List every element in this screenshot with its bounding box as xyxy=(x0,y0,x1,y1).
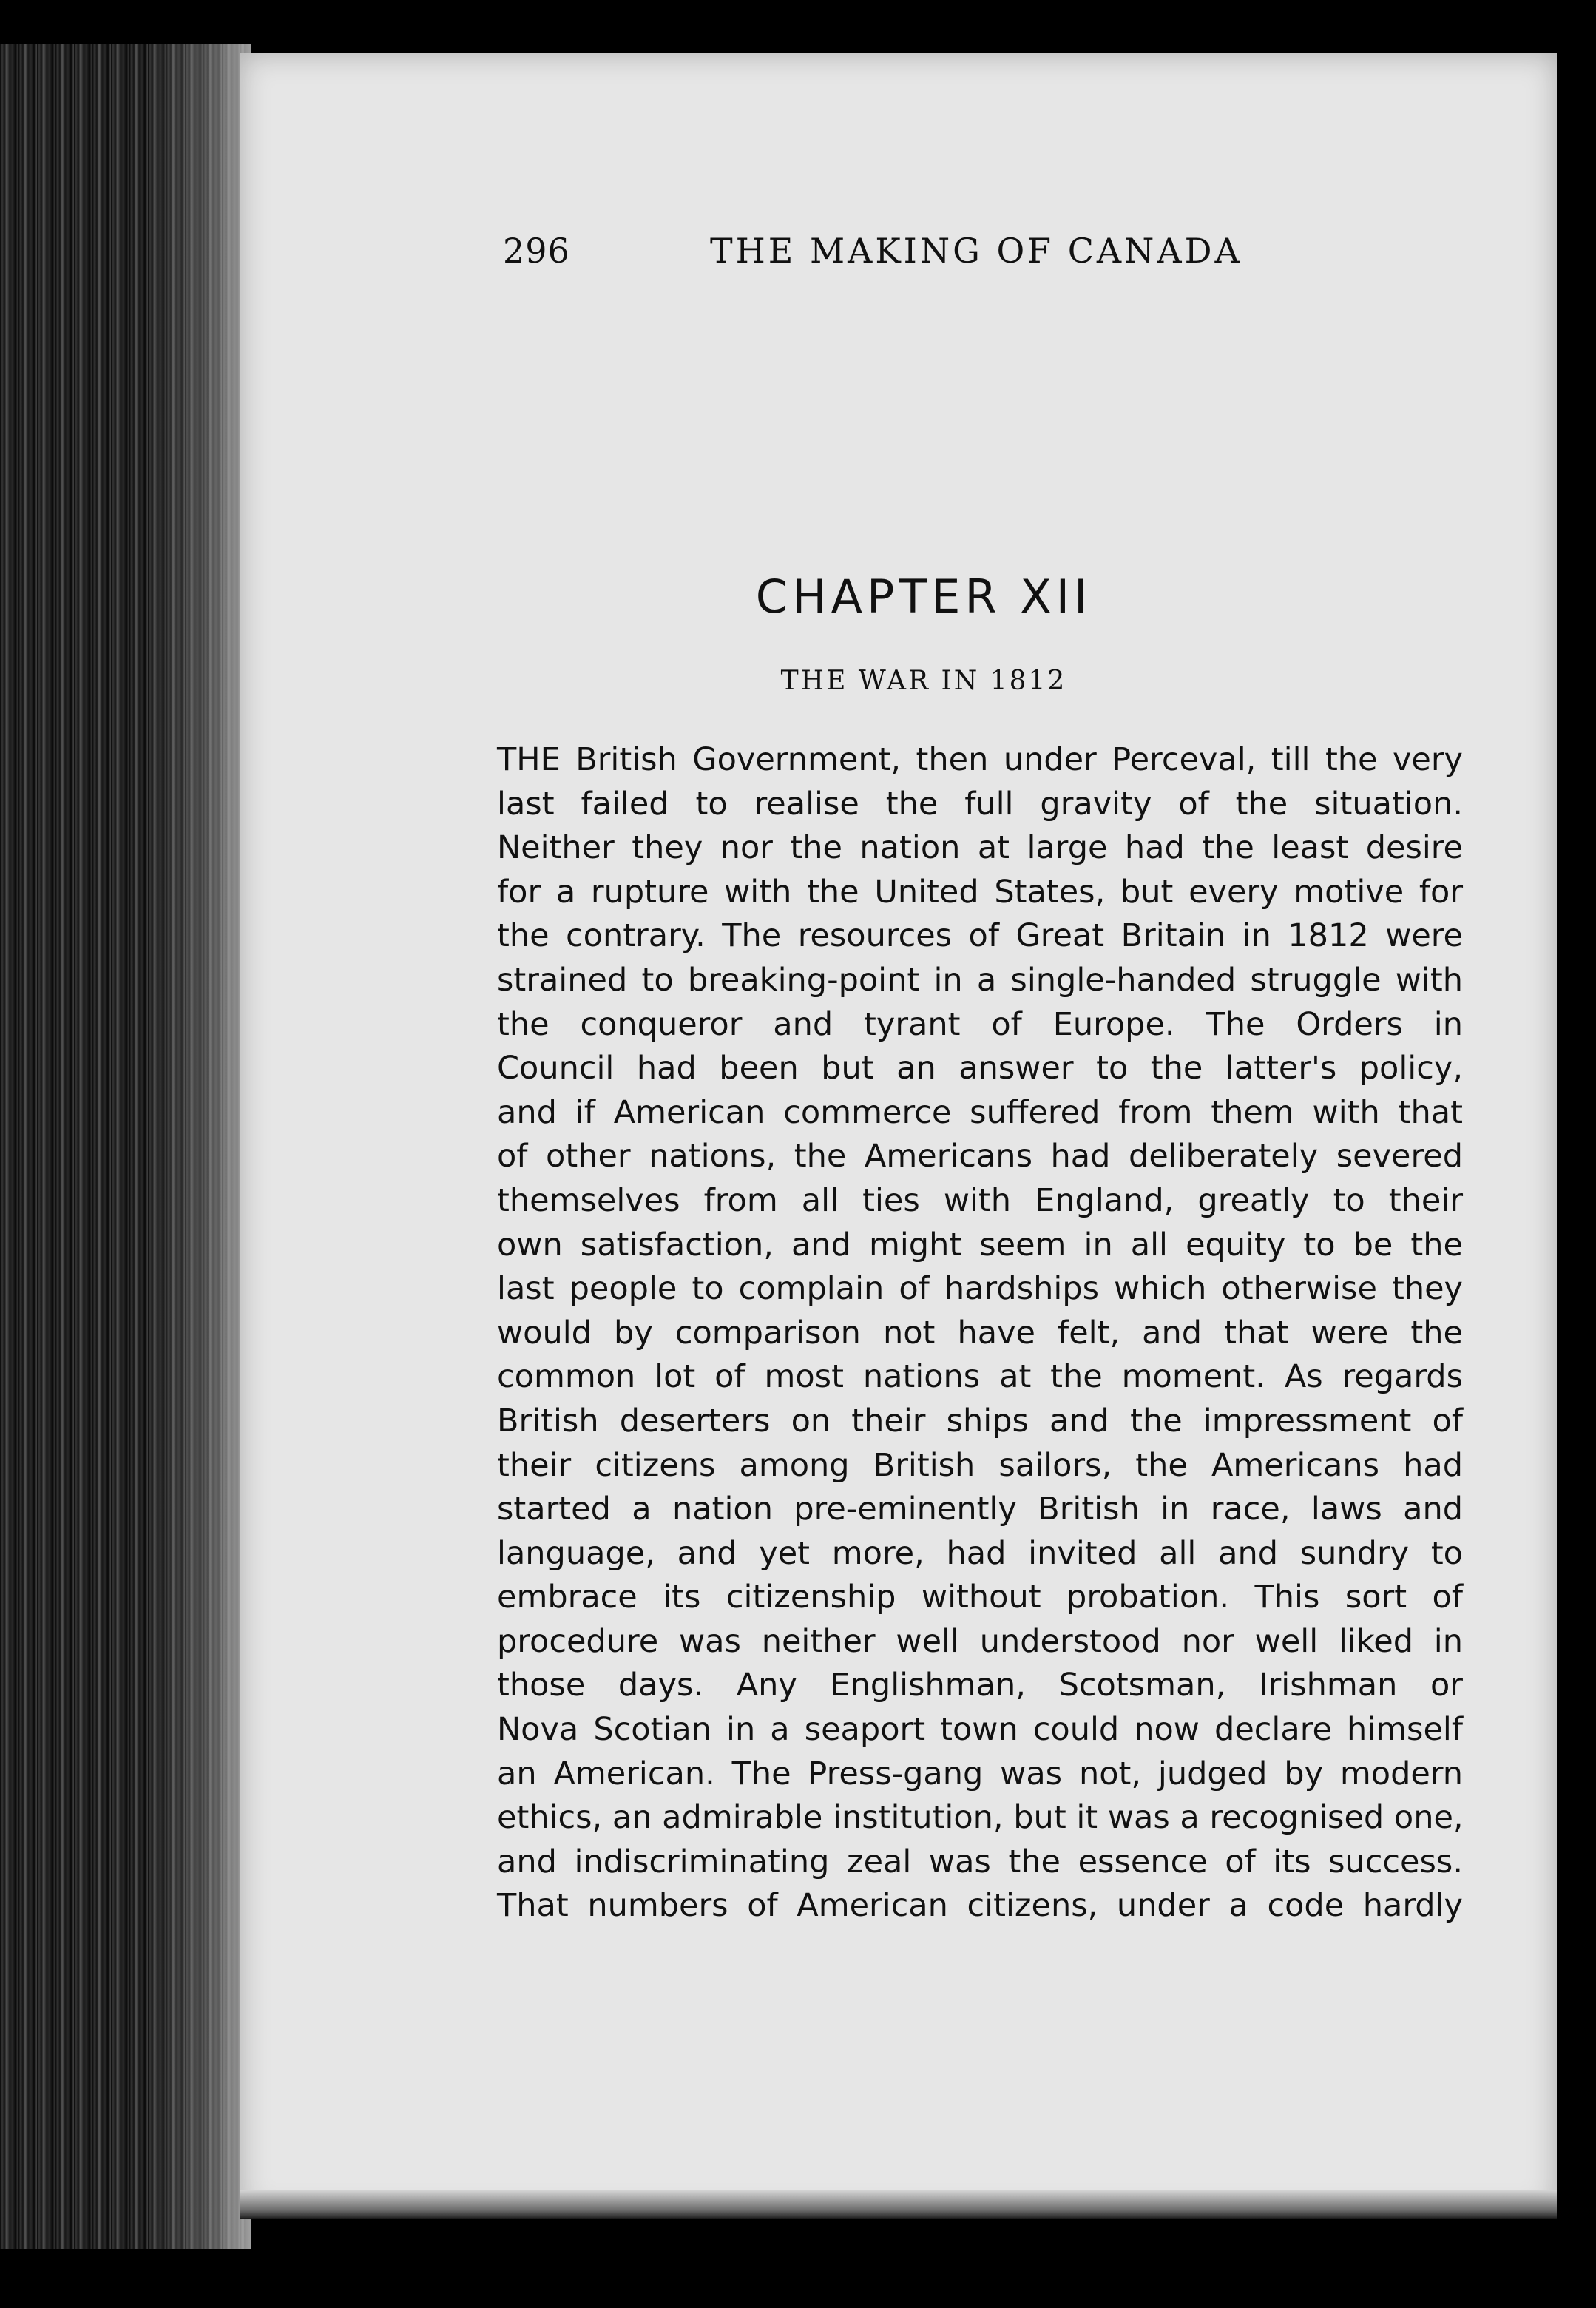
body-line: would by comparison not have felt, and that were the xyxy=(497,1314,1463,1352)
body-line: and indiscriminating zeal was the essence of its success. xyxy=(497,1843,1463,1880)
body-line: the contrary. The resources of Great Britain in 1812 were xyxy=(497,917,1463,955)
body-line: Nova Scotian in a seaport town could now declare himself xyxy=(497,1711,1463,1749)
body-line: themselves from all ties with England, greatly to their xyxy=(497,1181,1463,1219)
body-line: last failed to realise the full gravity of the situation. xyxy=(497,785,1463,823)
body-line: an American. The Press-gang was not, judged by modern xyxy=(497,1755,1463,1792)
body-line: Neither they nor the nation at large had the least desire xyxy=(497,829,1463,867)
body-line: of other nations, the Americans had deliberately severed xyxy=(497,1138,1463,1175)
body-line: Council had been but an answer to the latter's policy, xyxy=(497,1050,1463,1087)
body-line: those days. Any Englishman, Scotsman, Irishman or xyxy=(497,1667,1463,1704)
body-line: THE British Government, then under Perceval, till the very xyxy=(497,741,1463,778)
body-line: their citizens among British sailors, the Americans had xyxy=(497,1446,1463,1484)
body-line: That numbers of American citizens, under a code hardly xyxy=(497,1887,1463,1925)
body-line: started a nation pre-eminently British in race, laws and xyxy=(497,1491,1463,1528)
body-line: language, and yet more, had invited all and sundry to xyxy=(497,1534,1463,1572)
body-line: common lot of most nations at the moment. As regards xyxy=(497,1358,1463,1396)
chapter-subtitle: THE WAR IN 1812 xyxy=(780,666,1067,696)
body-line: for a rupture with the United States, but every motive for xyxy=(497,873,1463,911)
body-line: last people to complain of hardships which otherwise they xyxy=(497,1270,1463,1308)
body-line: procedure was neither well understood nor well liked in xyxy=(497,1622,1463,1660)
chapter-heading: CHAPTER XII xyxy=(755,570,1092,624)
body-line: strained to breaking-point in a single-handed struggle with xyxy=(497,961,1463,999)
body-text xyxy=(497,738,1463,1929)
gutter-shadow xyxy=(148,44,251,2249)
body-line: ethics, an admirable institution, but it was a recognised one, xyxy=(497,1799,1464,1837)
body-line: British deserters on their ships and the impressment of xyxy=(497,1402,1463,1440)
book-title: THE MAKING OF CANADA xyxy=(710,231,1242,271)
page-number: 296 xyxy=(503,231,570,271)
body-line: embrace its citizenship without probation. This sort of xyxy=(497,1579,1463,1616)
body-line: and if American commerce suffered from them with that xyxy=(497,1093,1463,1131)
body-line: own satisfaction, and might seem in all equity to be the xyxy=(497,1226,1463,1263)
page-bottom-edge xyxy=(240,2190,1557,2219)
body-line: the conqueror and tyrant of Europe. The Orders in xyxy=(497,1005,1463,1043)
